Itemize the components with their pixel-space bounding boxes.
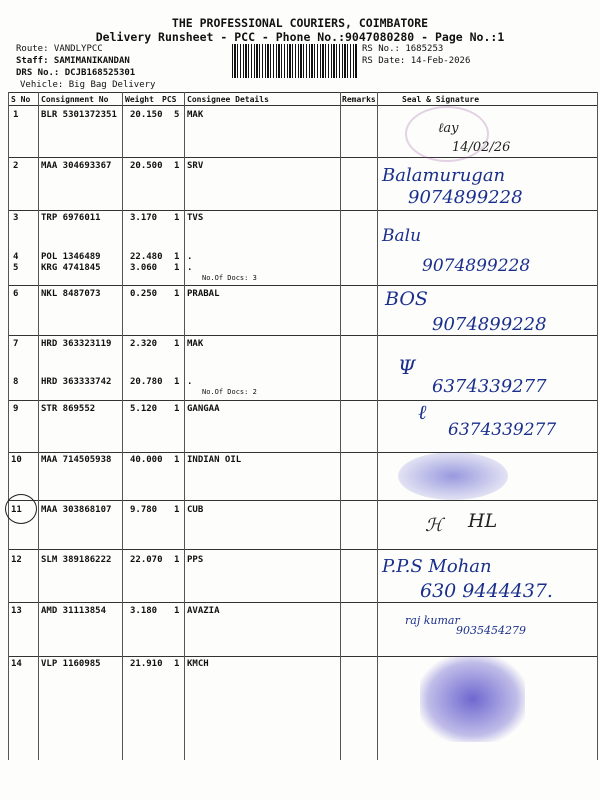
col-signature: Seal & Signature bbox=[402, 95, 480, 104]
rs-date: RS Date: 14-Feb-2026 bbox=[362, 56, 471, 66]
staff-label: Staff: SAMIMANIKANDAN bbox=[16, 56, 130, 66]
company-title: THE PROFESSIONAL COURIERS, COIMBATORE bbox=[171, 16, 429, 30]
receiver-stamp bbox=[398, 452, 508, 500]
receiver-phone-handwritten: 6374339277 bbox=[432, 376, 547, 397]
route-label: Route: VANDLYPCC bbox=[16, 44, 103, 54]
receiver-phone-handwritten: 9074899228 bbox=[422, 256, 531, 276]
col-consignee: Consignee Details bbox=[187, 95, 269, 104]
receiver-phone-handwritten: 9074899228 bbox=[408, 187, 523, 208]
signature-scribble: ℓay bbox=[438, 121, 459, 136]
receiver-phone-handwritten: 630 9444437. bbox=[420, 580, 553, 602]
receiver-name-handwritten: Balu bbox=[382, 226, 422, 246]
handwritten-initials: HL bbox=[468, 510, 498, 532]
col-weight: Weight bbox=[125, 95, 154, 104]
receiver-name-handwritten: P.P.S Mohan bbox=[382, 556, 492, 577]
signature-scribble: Ψ bbox=[398, 355, 416, 379]
receiver-name-handwritten: raj kumar bbox=[405, 614, 460, 627]
col-consignment: Consignment No bbox=[41, 95, 109, 104]
drs-label: DRS No.: DCJB168525301 bbox=[16, 68, 136, 78]
receiver-phone-handwritten: 9035454279 bbox=[456, 624, 526, 637]
receiver-name-handwritten: BOS bbox=[385, 288, 428, 310]
receiver-phone-handwritten: 9074899228 bbox=[432, 314, 547, 335]
receiver-stamp bbox=[420, 656, 525, 742]
docs-note: No.Of Docs: 3 bbox=[202, 274, 257, 282]
receiver-phone-handwritten: 6374339277 bbox=[448, 420, 557, 440]
signature-scribble: ℓ bbox=[418, 400, 427, 424]
col-remarks: Remarks bbox=[342, 95, 376, 104]
barcode-image bbox=[232, 44, 357, 78]
runsheet-subtitle: Delivery Runsheet - PCC - Phone No.:9047080280 - Page No.:1 bbox=[95, 30, 505, 44]
receiver-name-handwritten: Balamurugan bbox=[382, 165, 506, 186]
hand-drawn-circle bbox=[5, 494, 37, 524]
delivery-date-handwritten: 14/02/26 bbox=[452, 140, 511, 155]
signature-scribble: ℋ bbox=[425, 515, 443, 536]
col-sno: S No bbox=[11, 95, 31, 104]
rs-number: RS No.: 1685253 bbox=[362, 44, 444, 54]
docs-note: No.Of Docs: 2 bbox=[202, 388, 257, 396]
vehicle-label: Vehicle: Big Bag Delivery bbox=[20, 80, 156, 90]
col-pcs: PCS bbox=[162, 95, 177, 104]
